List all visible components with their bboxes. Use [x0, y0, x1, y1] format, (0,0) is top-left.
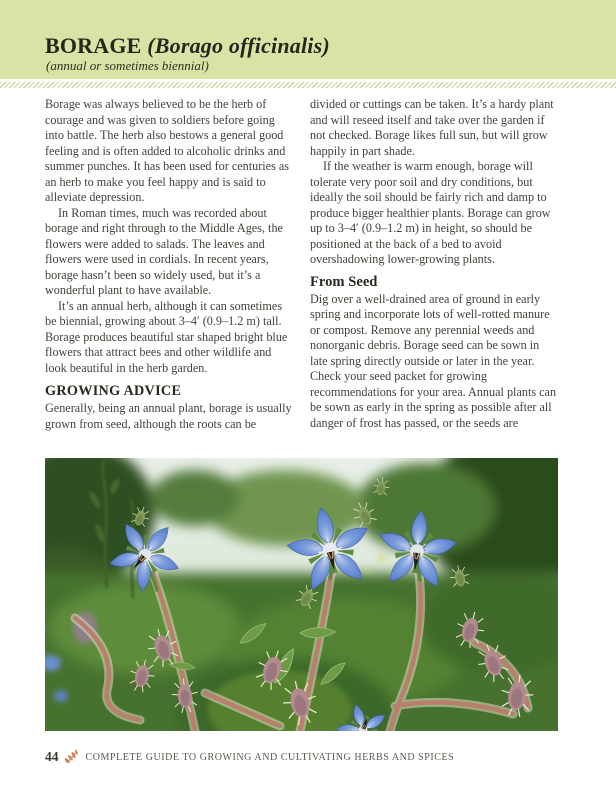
borage-photo	[45, 458, 558, 731]
plant-latin-name: (Borago officinalis)	[147, 33, 330, 58]
borage-photo-illustration	[45, 458, 558, 731]
paragraph-history-1: Borage was always believed to be the herb of courage and was given to soldiers before going into battle. The herb also bestows a general good feeling and is often added to alcoholic drinks and summer punches. It has been used for centuries as an herb to make you feel happy and is said to alleviate depression.	[45, 97, 290, 204]
paragraph-growing-advice: Generally, being an annual plant, borage is usually grown from seed, although the roots can be	[45, 401, 292, 431]
growing-advice-heading: GROWING ADVICE	[45, 383, 182, 399]
right-column	[310, 97, 558, 458]
plant-common-name: BORAGE	[45, 33, 148, 58]
paragraph-soil-conditions: If the weather is warm enough, borage will tolerate very poor soil and dry conditions, but ideally the soil should be fairly rich and damp to produce bigger healthier plants. Borage can grow up to 3–4′ (0.9–1.2 m) in height, so should be positioned at the back of a bed to avoid overshadowing lower-growing plants.	[310, 159, 551, 266]
paragraph-description: It’s an annual herb, although it can sometimes be biennial, growing about 3–4′ (0.9–1.2 m) tall. Borage produces beautiful star shaped bright blue flowers that attract bees and other wildlife and look beautiful in the herb garden.	[45, 298, 288, 375]
sprig-icon	[64, 749, 80, 770]
paragraph-history-2: In Roman times, much was recorded about borage and right through to the Middle Ages, the flowers were added to salads. The leaves and flowers were used in cordials. In recent years, borage hasn’t been so widely used, but it’s a wonderful plant to have available.	[45, 205, 283, 297]
left-column	[45, 97, 293, 458]
page-number: 44	[45, 749, 59, 764]
paragraph-growing-advice-cont: divided or cuttings can be taken. It’s a hardy plant and will reseed itself and take over the garden if not checked. Borage likes full sun, but will grow happily in part shade.	[310, 97, 554, 158]
running-title: COMPLETE GUIDE TO GROWING AND CULTIVATING HERBS AND SPICES	[85, 751, 455, 763]
paragraph-from-seed: Dig over a well-drained area of ground in early spring and incorporate lots of well-rotted manure or compost. Remove any perennial weeds and nonorganic debris. Borage seed can be sown in late spring directly outside or later in the year. Check your seed packet for growing recommendations for your area. Annual plants can be sown as early in the spring as possible after all danger of frost has passed, or the seeds are	[310, 291, 557, 430]
chapter-header-band	[0, 0, 616, 79]
page-subtitle: (annual or sometimes biennial)	[46, 58, 209, 73]
from-seed-heading: From Seed	[310, 273, 378, 290]
hatch-divider	[0, 82, 616, 88]
page-footer	[45, 747, 558, 767]
article-columns	[45, 97, 559, 458]
page-title	[45, 34, 330, 58]
